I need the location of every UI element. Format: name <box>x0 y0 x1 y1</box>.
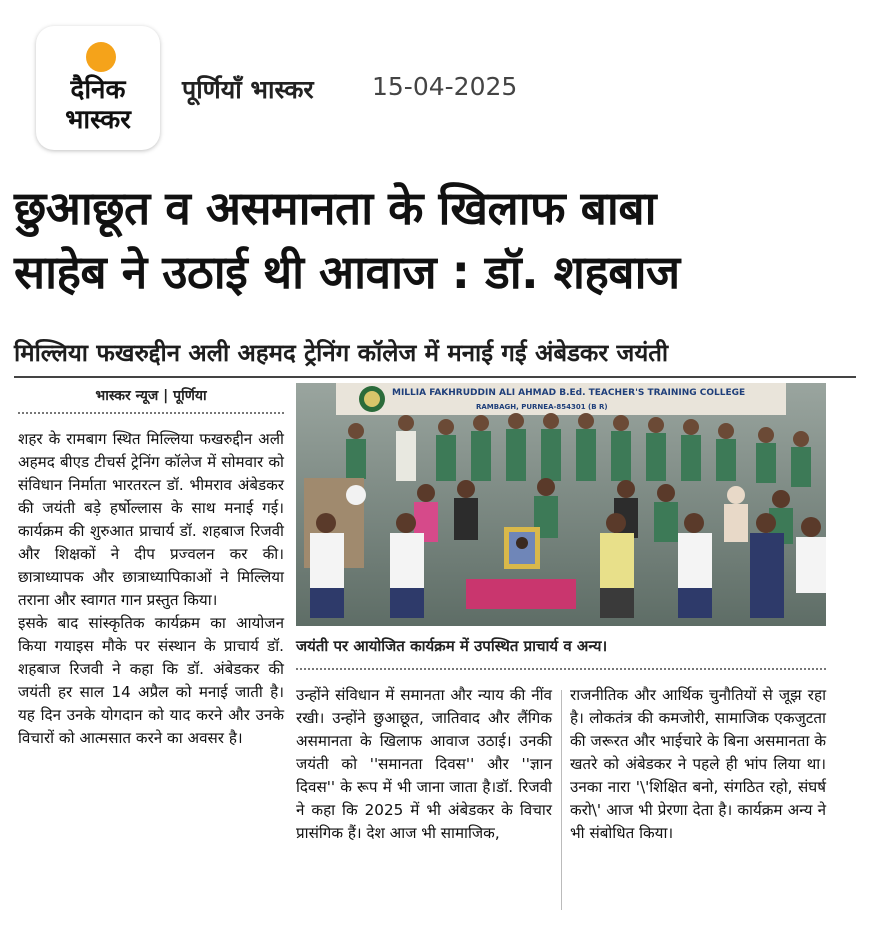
edition-name[interactable]: पूर्णियाँ भास्कर <box>182 75 314 104</box>
column-divider <box>561 690 562 910</box>
article-byline: भास्कर न्यूज | पूर्णिया <box>95 388 207 404</box>
banner-title: MILLIA FAKHRUDDIN ALI AHMAD B.Ed. TEACHER'S TRAINING COLLEGE <box>392 388 746 398</box>
photo-caption: जयंती पर आयोजित कार्यक्रम में उपस्थित प्राचार्य व अन्य। <box>296 637 608 655</box>
byline-rule <box>18 412 284 414</box>
column-1-paragraph-1: शहर के रामबाग स्थित मिल्लिया फखरुद्दीन अली अहमद बीएड टीचर्स ट्रेनिंग कॉलेज में सोमवार को संविधान निर्माता भारतरत्न डॉ. भीमराव अंबेडकर की जयंती बड़े हर्षोल्लास के साथ मनाई गई। कार्यक्रम की शुरुआत प्राचार्य डॉ. शहबाज रिजवी और शिक्षकों ने दीप प्रज्वलन कर की। छात्राध्यापक और छात्राध्यापिकाओं ने मिल्लिया तराना और स्वागत गान प्रस्तुत किया। <box>18 430 284 609</box>
article-headline <box>14 176 856 304</box>
article-column-2 <box>296 684 552 845</box>
article-column-1 <box>18 428 284 750</box>
group-photo-illustration <box>296 383 826 626</box>
decorated-table <box>466 579 576 609</box>
sun-icon <box>86 42 116 72</box>
column-3-paragraph: राजनीतिक और आर्थिक चुनौतियों से जूझ रहा है। लोकतंत्र की कमजोरी, सामाजिक एकजुटता की जरूरत और भाईचारे के बिना असमानता के खतरे को अंबेडकर ने पहले ही भांप लिया था। उनका नारा '\'शिक्षित बनो, संगठित रहो, संघर्ष करो\' आज भी प्रेरणा देता है। कार्यक्रम अन्य ने भी संबोधित किया। <box>570 686 826 842</box>
caption-rule <box>296 668 826 670</box>
column-2-paragraph: उन्होंने संविधान में समानता और न्याय की नींव रखी। उन्होंने छुआछूत, जातिवाद और लैंगिक असमानता के खिलाफ आवाज उठाई। उनकी जयंती को ''समानता दिवस'' और ''ज्ञान दिवस'' के रूप में भी जाना जाता है।डॉ. रिजवी ने कहा कि 2025 में भी अंबेडकर के विचार प्रासंगिक हैं। देश आज भी सामाजिक, <box>296 686 552 842</box>
app-header <box>0 0 870 160</box>
column-1-paragraph-2: इसके बाद सांस्कृतिक कार्यक्रम का आयोजन किया गयाइस मौके पर संस्थान के प्राचार्य डॉ. शहबाज रिजवी ने कहा कि डॉ. अंबेडकर की जयंती हर साल 14 अप्रैल को मनाई जाती है। यह दिन उनके योगदान को याद करने और उनके विचारों को आत्मसात करने का अवसर है। <box>18 614 284 747</box>
logo-text-line2: भास्कर <box>65 105 131 135</box>
dainik-bhaskar-logo[interactable] <box>36 26 160 150</box>
headline-line-2: साहेब ने उठाई थी आवाज : डॉ. शहबाज <box>14 245 680 299</box>
headline-rule <box>14 376 856 378</box>
banner-address: RAMBAGH, PURNEA-854301 (B R) <box>476 403 608 411</box>
article-column-3 <box>570 684 826 845</box>
article-subheadline: मिल्लिया फखरुद्दीन अली अहमद ट्रेनिंग कॉलेज में मनाई गई अंबेडकर जयंती <box>14 339 669 367</box>
logo-text-line1: दैनिक <box>70 75 126 105</box>
event-group-photo[interactable] <box>296 383 826 626</box>
headline-line-1: छुआछूत व असमानता के खिलाफ बाबा <box>14 181 656 235</box>
balloon-decoration <box>346 485 366 505</box>
edition-date: 15-04-2025 <box>372 72 518 101</box>
